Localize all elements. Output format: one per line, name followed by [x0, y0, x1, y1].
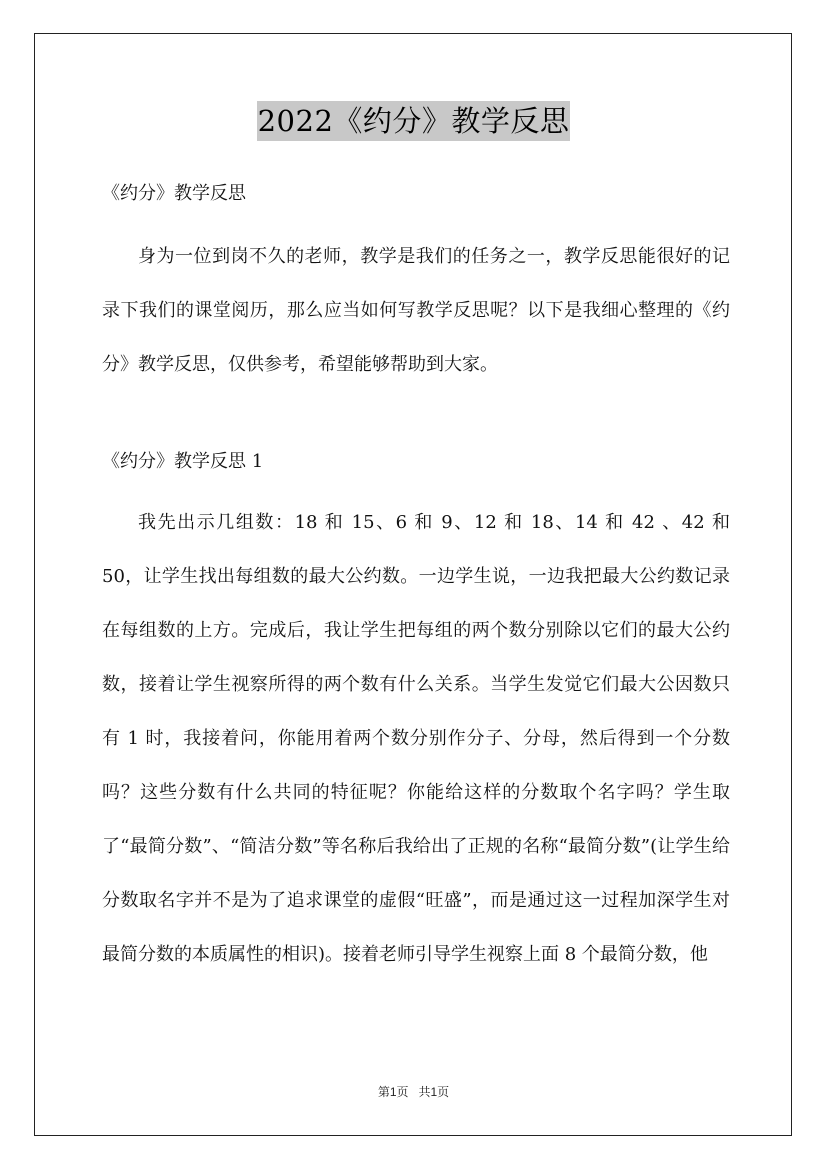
page-number-total: 共1页 [418, 1085, 450, 1099]
intro-heading: 《约分》教学反思 [102, 183, 246, 204]
section-paragraph: 我先出示几组数：18 和 15、6 和 9、12 和 18、14 和 42 、42 和 50，让学生找出每组数的最大公约数。一边学生说，一边我把最大公约数记录在每组数的上方。完成后，我让学生把每组的两个数分别除以它们的最大公约数，接着让学生视察所得的两个数有什么关系。当学生发觉它们最大公因数只有 1 时，我接着问，你能用着两个数分别作分子、分母，然后得到一个分数吗？这些分数有什么共同的特征呢？你能给这样的分数取个名字吗？学生取了“最简分数”、“简洁分数”等名称后我给出了正规的名称“最简分数”(让学生给分数取名字并不是为了追求课堂的虚假“旺盛”，而是通过这一过程加深学生对最简分数的本质属性的相识)。接着老师引导学生视察上面 8 个最简分数，他 [102, 512, 730, 965]
intro-paragraph: 身为一位到岗不久的老师，教学是我们的任务之一，教学反思能很好的记录下我们的课堂阅历，那么应当如何写教学反思呢？以下是我细心整理的《约分》教学反思，仅供参考，希望能够帮助到大家。 [102, 246, 730, 375]
page-footer [0, 1083, 827, 1100]
page-number-current: 第1页 [377, 1085, 409, 1099]
document-body [102, 176, 730, 982]
title-container [0, 101, 827, 141]
document-title: 2022《约分》教学反思 [257, 101, 571, 141]
section-heading: 《约分》教学反思 1 [102, 451, 264, 472]
